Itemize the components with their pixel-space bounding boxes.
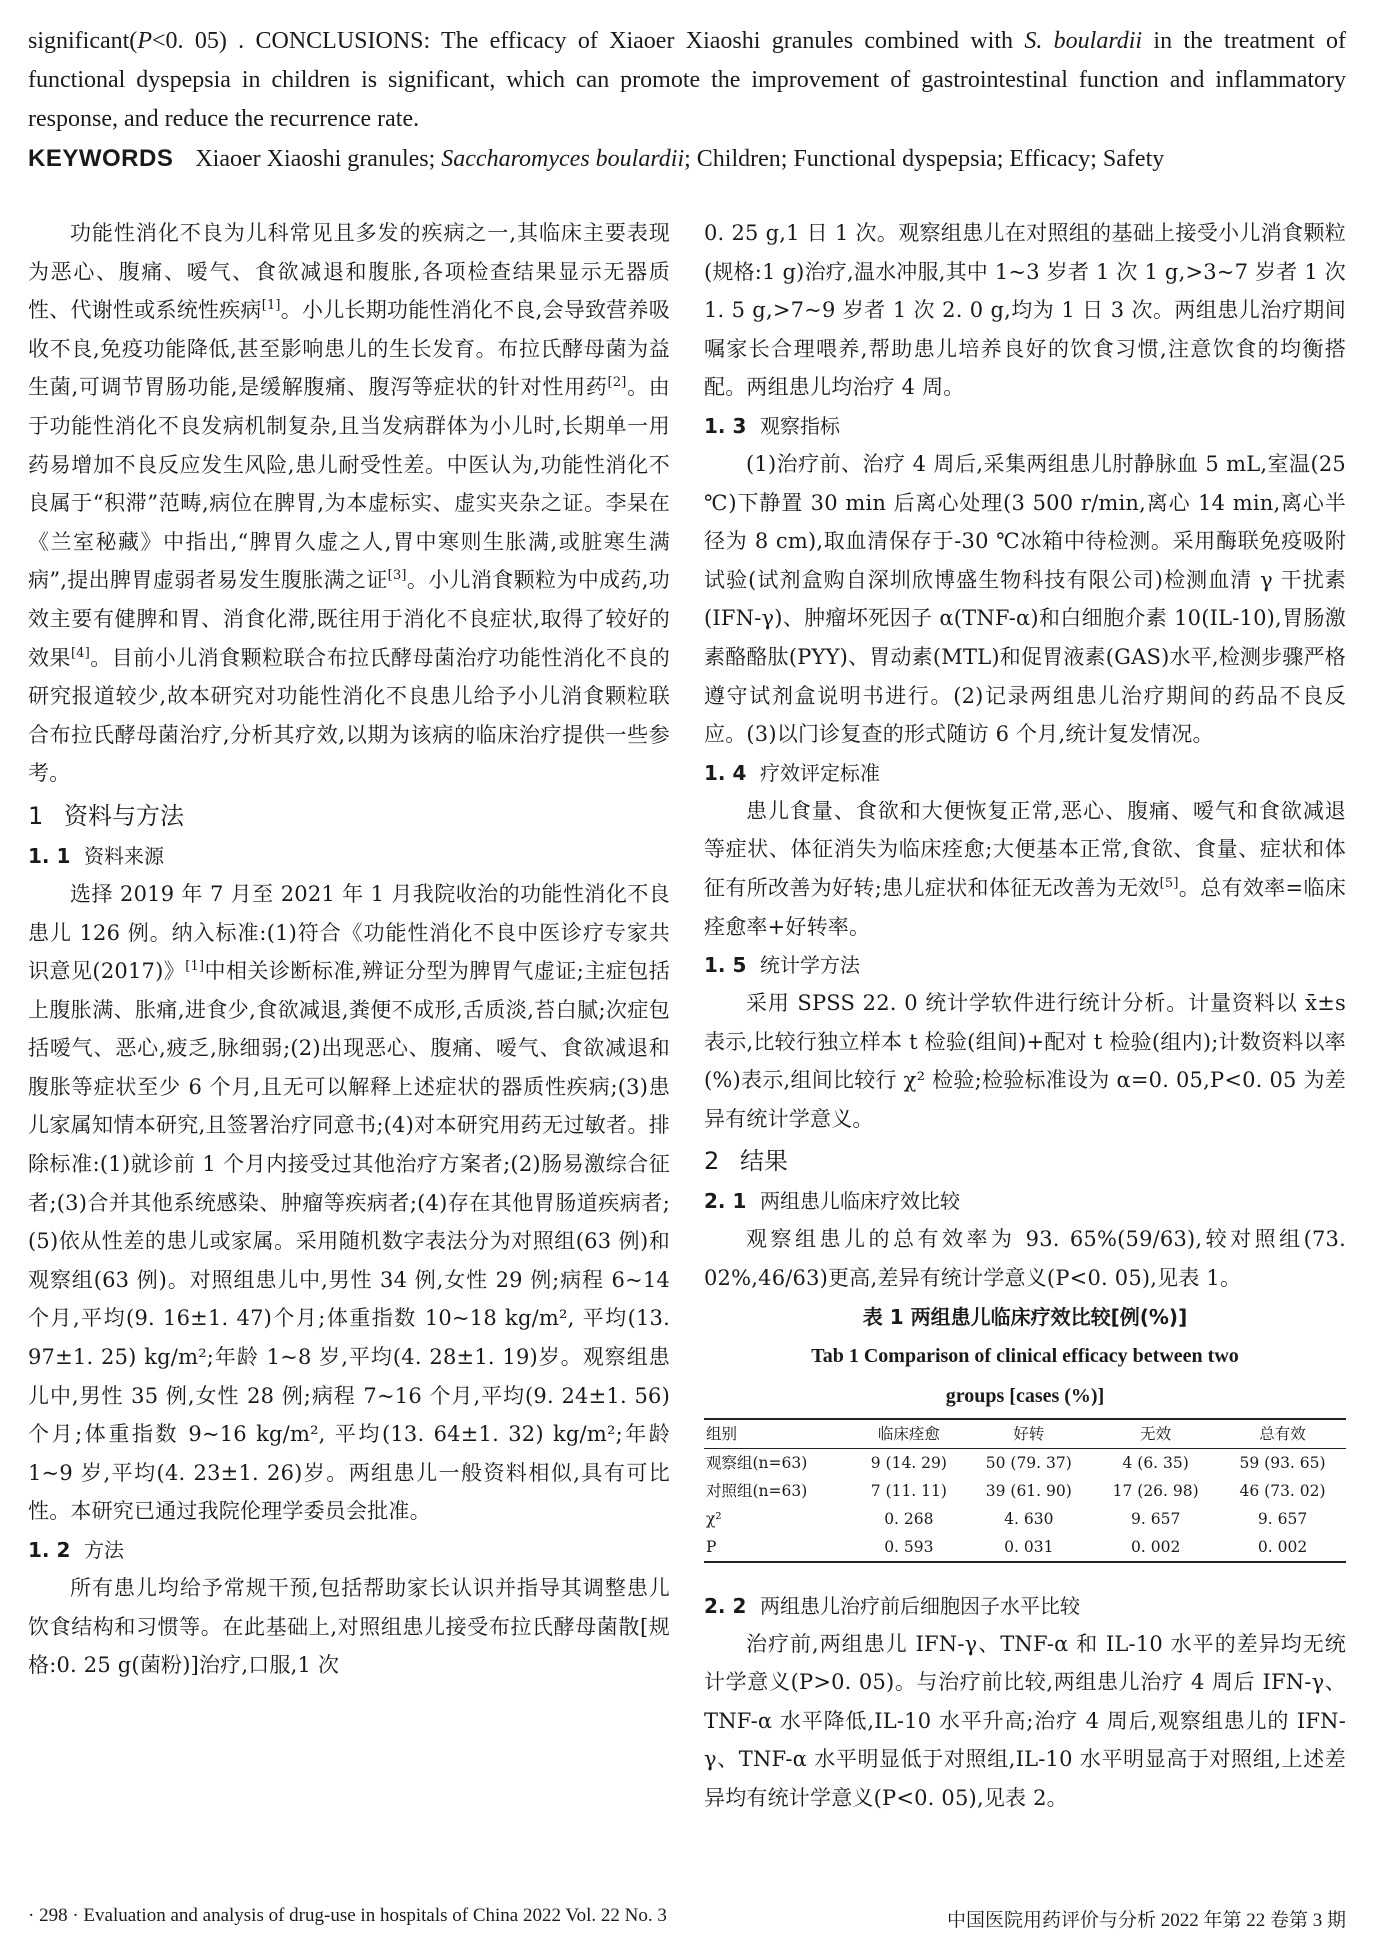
table-header-cell: 好转	[1013, 1424, 1045, 1443]
table-1	[704, 1418, 1346, 1563]
table-1-caption-en: Tab 1 Comparison of clinical efficacy between two groups [cases (%)]	[811, 1344, 1239, 1407]
footer-left: · 298 · Evaluation and analysis of drug-use in hospitals of China 2022 Vol. 22 No. 3	[28, 1905, 667, 1926]
section-1-4-heading: 1. 4 疗效评定标准	[704, 760, 880, 785]
table-header-cell: 临床痊愈	[877, 1424, 940, 1443]
right-column	[704, 214, 1346, 1818]
table-cell: 9. 657	[1131, 1509, 1181, 1528]
section-1-4-text: 患儿食量、食欲和大便恢复正常,恶心、腹痛、嗳气和食欲减退等症状、体征消失为临床痊愈;大便基本正常,食欲、食量、症状和体征有所改善为好转;患儿症状和体征无改善为无效[5]。总有效率=临床痊愈率+好转率。	[704, 798, 1346, 939]
table-cell: 0. 002	[1257, 1537, 1308, 1556]
table-header-cell: 组别	[706, 1424, 738, 1443]
table-cell: 0. 031	[1004, 1537, 1054, 1556]
section-1-2-text-cont: 0. 25 g,1 日 1 次。观察组患儿在对照组的基础上接受小儿消食颗粒(规格:1 g)治疗,温水冲服,其中 1~3 岁者 1 次 1 g,>3~7 岁者 1 次 1. 5 g,>7~9 岁者 1 次 2. 0 g,均为 1 日 3 次。两组患儿治疗期间嘱家长合理喂养,帮助患儿培养良好的饮食习惯,注意饮食的均衡搭配。两组患儿均治疗 4 周。	[704, 221, 1346, 400]
table-cell: 9. 657	[1257, 1509, 1308, 1528]
table-cell: 4 (6. 35)	[1122, 1453, 1189, 1472]
table-header-row	[704, 1419, 1346, 1449]
table-cell: 0. 268	[884, 1509, 934, 1528]
table-cell: P	[706, 1537, 717, 1556]
section-2-1-heading: 2. 1 两组患儿临床疗效比较	[704, 1189, 960, 1214]
section-1-5-text: 采用 SPSS 22. 0 统计学软件进行统计分析。计量资料以 x̄±s 表示,比较行独立样本 t 检验(组间)+配对 t 检验(组内);计数资料以率(%)表示,组间比较行 χ² 检验;检验标准设为 α=0. 05,P<0. 05 为差异有统计学意义。	[704, 991, 1346, 1131]
table-cell: 0. 002	[1131, 1537, 1181, 1556]
table-row	[704, 1448, 1346, 1477]
section-1-5-heading: 1. 5 统计学方法	[704, 953, 860, 978]
table-header-cell: 无效	[1140, 1424, 1172, 1443]
section-1-1-heading: 1. 1 资料来源	[28, 843, 164, 868]
table-cell: 7 (11. 11)	[870, 1481, 947, 1500]
section-2-1-text: 观察组患儿的总有效率为 93. 65%(59/63),较对照组(73. 02%,46/63)更高,差异有统计学意义(P<0. 05),见表 1。	[704, 1227, 1346, 1291]
table-header-cell: 总有效	[1259, 1424, 1306, 1443]
table-cell: 观察组(n=63)	[706, 1453, 808, 1472]
keywords-label: KEYWORDS	[28, 145, 174, 172]
section-1-1-text: 选择 2019 年 7 月至 2021 年 1 月我院收治的功能性消化不良患儿 126 例。纳入标准:(1)符合《功能性消化不良中医诊疗专家共识意见(2017)》[1]中相关诊断标准,辨证分型为脾胃气虚证;主症包括上腹胀满、胀痛,进食少,食欲减退,粪便不成形,舌质淡,苔白腻;次症包括嗳气、恶心,疲乏,脉细弱;(2)出现恶心、腹痛、嗳气、食欲减退和腹胀等症状至少 6 个月,且无可以解释上述症状的器质性疾病;(3)患儿家属知情本研究,且签署治疗同意书;(4)对本研究用药无过敏者。排除标准:(1)就诊前 1 个月内接受过其他治疗方案者;(2)肠易激综合征者;(3)合并其他系统感染、肿瘤等疾病者;(4)存在其他胃肠道疾病者;(5)依从性差的患儿或家属。采用随机数字表法分为对照组(63 例)和观察组(63 例)。对照组患儿中,男性 34 例,女性 29 例;病程 6~14 个月,平均(9. 16±1. 47)个月;体重指数 10~18 kg/m², 平均(13. 97±1. 25) kg/m²;年龄 1~8 岁,平均(4. 28±1. 19)岁。观察组患儿中,男性 35 例,女性 28 例;病程 7~16 个月,平均(9. 24±1. 56)个月;体重指数 9~16 kg/m², 平均(13. 64±1. 32) kg/m²;年龄 1~9 岁,平均(4. 23±1. 26)岁。两组患儿一般资料相似,具有可比性。本研究已通过我院伦理学委员会批准。	[28, 881, 670, 1524]
table-cell: 9 (14. 29)	[870, 1453, 947, 1472]
table-cell: 39 (61. 90)	[985, 1481, 1072, 1500]
page-footer	[28, 1905, 1346, 1932]
section-1-2-text: 所有患儿均给予常规干预,包括帮助家长认识并指导其调整患儿饮食结构和习惯等。在此基础上,对照组患儿接受布拉氏酵母菌散[规格:0. 25 g(菌粉)]治疗,口服,1 次	[28, 1576, 670, 1678]
table-1-caption-cn: 表 1 两组患儿临床疗效比较[例(%)]	[862, 1304, 1188, 1329]
intro-paragraph: 功能性消化不良为儿科常见且多发的疾病之一,其临床主要表现为恶心、腹痛、嗳气、食欲减退和腹胀,各项检查结果显示无器质性、代谢性或系统性疾病[1]。小儿长期功能性消化不良,会导致营养吸收不良,免疫功能降低,甚至影响患儿的生长发育。布拉氏酵母菌为益生菌,可调节胃肠功能,是缓解腹痛、腹泻等症状的针对性用药[2]。由于功能性消化不良发病机制复杂,且当发病群体为小儿时,长期单一用药易增加不良反应发生风险,患儿耐受性差。中医认为,功能性消化不良属于“积滞”范畴,病位在脾胃,为本虚标实、虚实夹杂之证。李杲在《兰室秘藏》中指出,“脾胃久虚之人,胃中寒则生胀满,或脏寒生满病”,提出脾胃虚弱者易发生腹胀满之证[3]。小儿消食颗粒为中成药,功效主要有健脾和胃、消食化滞,既往用于消化不良症状,取得了较好的效果[4]。目前小儿消食颗粒联合布拉氏酵母菌治疗功能性消化不良的研究报道较少,故本研究对功能性消化不良患儿给予小儿消食颗粒联合布拉氏酵母菌治疗,分析其疗效,以期为该病的临床治疗提供一些参考。	[28, 221, 671, 786]
section-1-3-heading: 1. 3 观察指标	[704, 413, 840, 438]
table-cell: 0. 593	[884, 1537, 934, 1556]
section-1-3-text: (1)治疗前、治疗 4 周后,采集两组患儿肘静脉血 5 mL,室温(25 ℃)下静置 30 min 后离心处理(3 500 r/min,离心 14 min,离心半径为 8 cm),取血清保存于-30 ℃冰箱中待检测。采用酶联免疫吸附试验(试剂盒购自深圳欣博盛生物科技有限公司)检测血清 γ 干扰素(IFN-γ)、肿瘤坏死因子 α(TNF-α)和白细胞介素 10(IL-10),胃肠激素酪酪肽(PYY)、胃动素(MTL)和促胃液素(GAS)水平,检测步骤严格遵守试剂盒说明书进行。(2)记录两组患儿治疗期间的药品不良反应。(3)以门诊复查的形式随访 6 个月,统计复发情况。	[704, 451, 1346, 747]
section-2-2-heading: 2. 2 两组患儿治疗前后细胞因子水平比较	[704, 1593, 1080, 1618]
footer-right: 中国医院用药评价与分析 2022 年第 22 卷第 3 期	[946, 1910, 1346, 1931]
table-row	[704, 1477, 1346, 1505]
section-1-heading: 1 资料与方法	[28, 801, 184, 830]
table-cell: 4. 630	[1004, 1509, 1054, 1528]
table-cell: 17 (26. 98)	[1112, 1481, 1199, 1500]
section-1-2-heading: 1. 2 方法	[28, 1538, 124, 1562]
table-cell: 46 (73. 02)	[1239, 1481, 1326, 1500]
section-2-heading: 2 结果	[704, 1147, 788, 1176]
section-2-2-text: 治疗前,两组患儿 IFN-γ、TNF-α 和 IL-10 水平的差异均无统计学意义(P>0. 05)。与治疗前比较,两组患儿治疗 4 周后 IFN-γ、TNF-α 水平降低,IL-10 水平升高;治疗 4 周后,观察组患儿的 IFN-γ、TNF-α 水平明显低于对照组,IL-10 水平明显高于对照组,上述差异均有统计学意义(P<0. 05),见表 2。	[704, 1631, 1346, 1811]
left-column	[28, 214, 670, 1685]
abstract-tail	[28, 22, 1346, 179]
table-cell: χ²	[706, 1509, 722, 1528]
table-row	[704, 1505, 1346, 1533]
keywords-line: KEYWORDS Xiaoer Xiaoshi granules; Saccharomyces boulardii; Children; Functional dyspepsia; Efficacy; Safety	[28, 145, 1165, 172]
table-row	[704, 1533, 1346, 1562]
table-cell: 对照组(n=63)	[706, 1481, 808, 1500]
table-cell: 59 (93. 65)	[1239, 1453, 1326, 1472]
abstract-conclusion: significant(P<0. 05) . CONCLUSIONS: The efficacy of Xiaoer Xiaoshi granules combined with S. boulardii in the treatment of functional dyspepsia in children is significant, which can promote the improvement of gastrointestinal function and inflammatory response, and reduce the recurrence rate.	[28, 28, 1346, 132]
table-cell: 50 (79. 37)	[985, 1453, 1072, 1472]
